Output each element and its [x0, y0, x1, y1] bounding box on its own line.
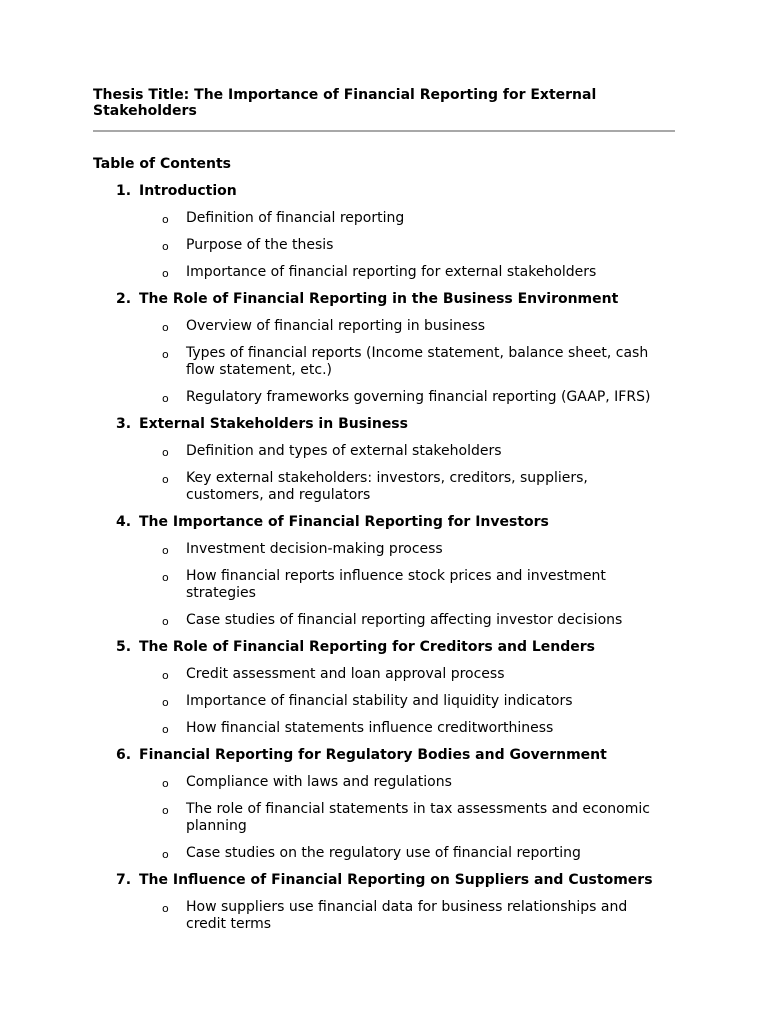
- toc-section: [93, 872, 675, 933]
- bullet-marker: o: [162, 446, 169, 459]
- list-item: [93, 801, 675, 835]
- section-bullet-list: [93, 774, 675, 862]
- section-number: 3.: [116, 416, 132, 432]
- list-item: [93, 210, 675, 227]
- bullet-marker: o: [162, 473, 169, 486]
- section-number: 4.: [116, 514, 132, 530]
- list-item: [93, 899, 675, 933]
- list-item: [93, 443, 675, 460]
- list-item-text: Definition and types of external stakeholders: [186, 443, 502, 459]
- bullet-marker: o: [162, 544, 169, 557]
- list-item: [93, 666, 675, 683]
- section-bullet-list: [93, 541, 675, 629]
- list-item: [93, 389, 675, 406]
- toc-heading: Table of Contents: [93, 156, 232, 172]
- bullet-marker: o: [162, 267, 169, 280]
- section-title: External Stakeholders in Business: [139, 416, 408, 432]
- bullet-marker: o: [162, 392, 169, 405]
- section-title: The Influence of Financial Reporting on Suppliers and Customers: [139, 872, 653, 888]
- list-item: [93, 541, 675, 558]
- section-heading: [93, 747, 675, 764]
- list-item: [93, 237, 675, 254]
- title-divider: [93, 130, 675, 132]
- list-item: [93, 845, 675, 862]
- section-heading: [93, 416, 675, 433]
- bullet-marker: o: [162, 669, 169, 682]
- bullet-marker: o: [162, 348, 169, 361]
- list-item-text: The role of financial statements in tax assessments and economic planning: [186, 801, 650, 834]
- section-bullet-list: [93, 210, 675, 281]
- list-item: [93, 774, 675, 791]
- section-title: The Role of Financial Reporting in the Business Environment: [139, 291, 619, 307]
- list-item-text: Purpose of the thesis: [186, 237, 334, 253]
- list-item-text: Case studies on the regulatory use of financial reporting: [186, 845, 581, 861]
- bullet-marker: o: [162, 321, 169, 334]
- list-item-text: Overview of financial reporting in business: [186, 318, 486, 334]
- list-item-text: How financial reports influence stock prices and investment strategies: [186, 568, 606, 601]
- toc-section: [93, 514, 675, 629]
- bullet-marker: o: [162, 213, 169, 226]
- bullet-marker: o: [162, 804, 169, 817]
- section-heading: [93, 291, 675, 308]
- section-title: The Importance of Financial Reporting for Investors: [139, 514, 549, 530]
- list-item-text: Key external stakeholders: investors, creditors, suppliers, customers, and regulators: [186, 470, 588, 503]
- list-item-text: Compliance with laws and regulations: [186, 774, 452, 790]
- list-item-text: How financial statements influence creditworthiness: [186, 720, 554, 736]
- section-heading: [93, 183, 675, 200]
- section-number: 5.: [116, 639, 132, 655]
- bullet-marker: o: [162, 571, 169, 584]
- bullet-marker: o: [162, 902, 169, 915]
- toc-section: [93, 291, 675, 406]
- section-number: 2.: [116, 291, 132, 307]
- section-bullet-list: [93, 899, 675, 933]
- toc-section: [93, 183, 675, 281]
- list-item-text: Importance of financial reporting for external stakeholders: [186, 264, 597, 280]
- section-heading: [93, 639, 675, 656]
- section-title: The Role of Financial Reporting for Creditors and Lenders: [139, 639, 596, 655]
- list-item-text: Investment decision-making process: [186, 541, 443, 557]
- list-item: [93, 470, 675, 504]
- list-item: [93, 318, 675, 335]
- bullet-marker: o: [162, 848, 169, 861]
- list-item: [93, 612, 675, 629]
- bullet-marker: o: [162, 240, 169, 253]
- table-of-contents: [93, 183, 675, 943]
- list-item: [93, 264, 675, 281]
- list-item-text: Definition of financial reporting: [186, 210, 405, 226]
- section-number: 6.: [116, 747, 132, 763]
- section-bullet-list: [93, 318, 675, 406]
- section-title: Introduction: [139, 183, 237, 199]
- thesis-title: Thesis Title: The Importance of Financial Reporting for External Stakeholders: [93, 87, 597, 119]
- toc-section: [93, 416, 675, 504]
- list-item: [93, 693, 675, 710]
- list-item: [93, 568, 675, 602]
- toc-section: [93, 639, 675, 737]
- section-title: Financial Reporting for Regulatory Bodies and Government: [139, 747, 607, 763]
- list-item-text: Credit assessment and loan approval process: [186, 666, 505, 682]
- list-item-text: Importance of financial stability and liquidity indicators: [186, 693, 573, 709]
- section-number: 1.: [116, 183, 132, 199]
- section-bullet-list: [93, 443, 675, 504]
- bullet-marker: o: [162, 615, 169, 628]
- list-item: [93, 345, 675, 379]
- toc-section: [93, 747, 675, 862]
- bullet-marker: o: [162, 696, 169, 709]
- list-item-text: Case studies of financial reporting affecting investor decisions: [186, 612, 623, 628]
- section-heading: [93, 514, 675, 531]
- list-item-text: Types of financial reports (Income statement, balance sheet, cash flow statement, etc.): [186, 345, 649, 378]
- bullet-marker: o: [162, 777, 169, 790]
- section-number: 7.: [116, 872, 132, 888]
- bullet-marker: o: [162, 723, 169, 736]
- section-heading: [93, 872, 675, 889]
- list-item-text: Regulatory frameworks governing financial reporting (GAAP, IFRS): [186, 389, 651, 405]
- list-item: [93, 720, 675, 737]
- list-item-text: How suppliers use financial data for business relationships and credit terms: [186, 899, 628, 932]
- section-bullet-list: [93, 666, 675, 737]
